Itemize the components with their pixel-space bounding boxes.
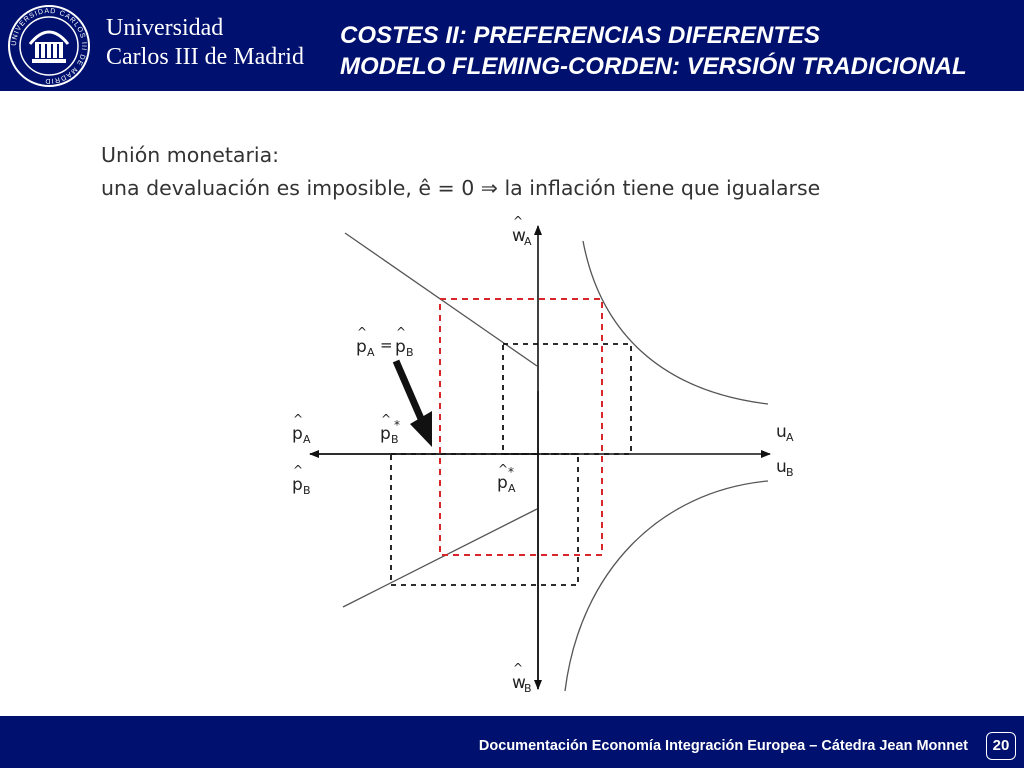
pa-star-mark: * xyxy=(508,465,514,479)
page-number: 20 xyxy=(986,732,1016,760)
footer-text: Documentación Economía Integración Europea – Cátedra Jean Monnet xyxy=(478,738,968,754)
pb-star-hat: ^ xyxy=(381,412,392,426)
university-name-line1: Universidad xyxy=(106,15,224,41)
axis-right-bottom-sub: B xyxy=(786,466,794,479)
axis-bottom-label: w xyxy=(512,673,526,693)
slide-title xyxy=(340,20,967,82)
axis-top-sub: A xyxy=(524,235,532,248)
axis-top-hat: ^ xyxy=(513,214,524,228)
pa-star-sub: A xyxy=(508,482,516,495)
axis-left-top-hat: ^ xyxy=(293,412,304,426)
pb-star-label: p xyxy=(380,424,391,444)
university-name-line2: Carlos III de Madrid xyxy=(106,44,304,70)
curve-lower-right xyxy=(565,481,768,691)
university-logo xyxy=(0,0,304,91)
price-line-lower xyxy=(343,509,537,607)
annotation-pb-sub: B xyxy=(406,346,414,359)
pb-star-sub: B xyxy=(391,433,399,446)
slide-title-line1: COSTES II: PREFERENCIAS DIFERENTES xyxy=(340,22,821,49)
annotation-pa-label: p xyxy=(356,337,367,357)
pb-star-mark: * xyxy=(394,418,400,432)
axis-bottom-sub: B xyxy=(524,682,532,695)
black-dashed-rectangle-upper xyxy=(503,344,631,454)
subtitle-line1: Unión monetaria: xyxy=(101,143,280,167)
pa-star-hat: ^ xyxy=(498,462,509,476)
curve-upper-right xyxy=(583,241,768,404)
subtitle-line2: una devaluación es imposible, ê = 0 ⇒ la inflación tiene que igualarse xyxy=(101,176,821,200)
axis-bottom-hat: ^ xyxy=(513,661,524,675)
axis-left-bottom-label: p xyxy=(292,475,303,495)
axis-right-bottom-label: u xyxy=(776,457,787,477)
slide-title-line2: MODELO FLEMING-CORDEN: VERSIÓN TRADICIONAL xyxy=(340,53,967,80)
footer-bar xyxy=(0,716,1024,768)
university-seal-icon xyxy=(6,4,92,88)
axis-left-bottom-hat: ^ xyxy=(293,463,304,477)
axis-top-label: w xyxy=(512,226,526,246)
seal-text: UNIVERSIDAD CARLOS III DE MADRID xyxy=(10,7,88,85)
annotation-pb-hat: ^ xyxy=(396,325,407,339)
annotation-eq: = xyxy=(380,336,393,354)
annotation-pb-label: p xyxy=(395,337,406,357)
axis-left-bottom-sub: B xyxy=(303,484,311,497)
axis-right-top-label: u xyxy=(776,422,787,442)
slide-content xyxy=(0,91,1024,716)
header-bar xyxy=(0,0,1024,91)
axis-left-top-sub: A xyxy=(303,433,311,446)
pa-star-label: p xyxy=(497,473,508,493)
university-name xyxy=(106,14,304,72)
annotation-arrow xyxy=(396,361,422,421)
annotation-pa-hat: ^ xyxy=(357,325,368,339)
axis-right-top-sub: A xyxy=(786,431,794,444)
annotation-pa-sub: A xyxy=(367,346,375,359)
axis-left-top-label: p xyxy=(292,424,303,444)
fleming-corden-diagram xyxy=(0,91,1024,716)
black-dashed-rectangle-lower xyxy=(391,454,578,585)
